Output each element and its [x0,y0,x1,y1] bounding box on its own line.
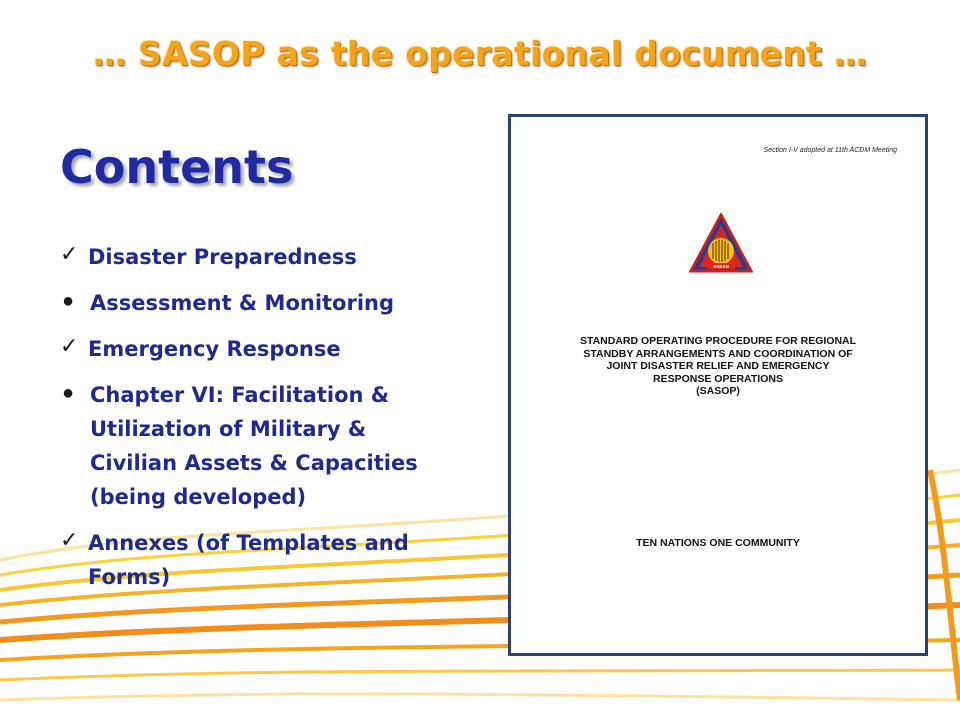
document-title-line: RESPONSE OPERATIONS [653,372,783,385]
list-item [60,378,460,514]
document-cover-image [508,114,928,656]
list-item-text: Chapter VI: Facilitation & Utilization of Military & Civilian Assets & Capacities (being developed) [90,383,418,509]
document-title-line: (SASOP) [696,385,740,397]
bullet-icon: ● [62,290,75,312]
document-page [517,123,919,647]
checkmark-icon: ✓ [60,528,79,553]
list-item-text: Disaster Preparedness [88,245,357,269]
checkmark-icon: ✓ [60,334,79,359]
document-title-line: STANDARD OPERATING PROCEDURE FOR REGIONAL [579,335,857,347]
document-title [537,335,899,398]
list-item [60,286,460,320]
asean-logo-icon [689,213,753,273]
list-item-text: Assessment & Monitoring [90,291,395,315]
document-title-line: STANDBY ARRANGEMENTS AND COORDINATION OF [583,347,853,360]
document-footer: TEN NATIONS ONE COMMUNITY [636,537,800,549]
list-item-text: Annexes (of Templates and Forms) [88,531,409,589]
bullet-icon: ● [62,382,75,404]
list-item [60,240,460,274]
list-item [60,526,460,594]
slide-title: … SASOP as the operational document … [92,34,868,73]
document-title-line: JOINT DISASTER RELIEF AND EMERGENCY [606,360,830,372]
contents-heading: Contents [60,140,294,194]
logo-text: ASEAN [713,264,729,270]
contents-list [60,240,460,606]
document-note: Section I-V adopted at 11th ACDM Meeting [763,147,897,154]
list-item [60,332,460,366]
list-item-text: Emergency Response [88,337,341,361]
checkmark-icon: ✓ [60,242,79,267]
